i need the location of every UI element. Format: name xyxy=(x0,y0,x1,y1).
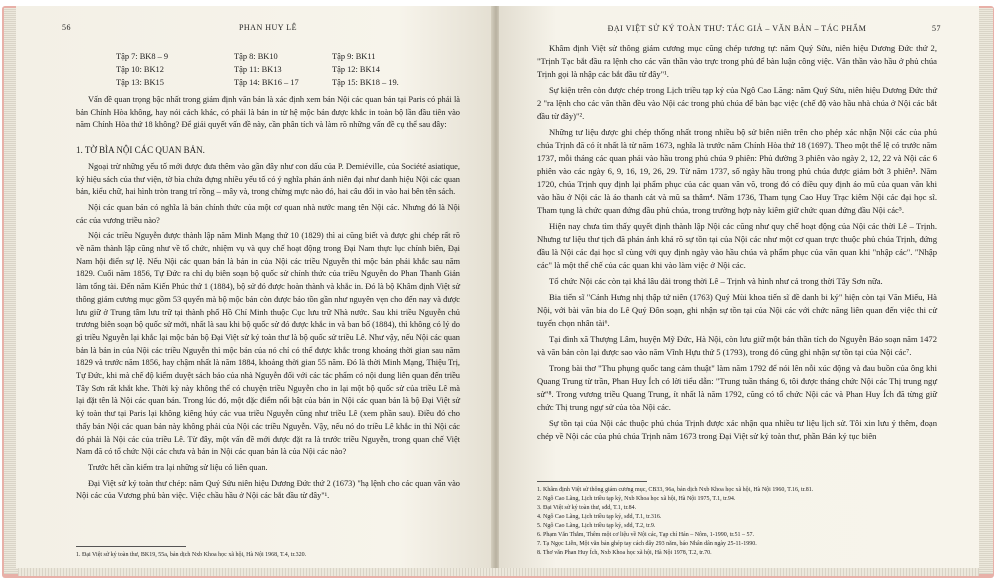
page-edges-bottom xyxy=(18,568,979,576)
page-number: 56 xyxy=(62,23,71,32)
body-paragraph: Đại Việt sử ký toàn thư chép: năm Quý Sửu niên hiệu Dương Đức thứ 2 (1673) "hạ lệnh cho các quan văn vào Nội các của Vương phủ bàn việc. Việc chầu hầu ở Nội các bắt đầu từ đây"¹. xyxy=(76,478,460,501)
volume-item: Tập 15: BK18 – 19. xyxy=(332,78,399,87)
body-paragraph: Nội các triều Nguyễn được thành lập năm Minh Mạng thứ 10 (1829) thì ai cũng biết và được ghi chép rất rõ về năm thành lập cũng như về tổ chức, nhiệm vụ và quy chế hoạt động trong Đại Nam thực lục chính biên, Đại Nam hội điển sự lệ. Nếu Nội các quan bản là bản in của Nội các triều Nguyễn thì mộc bản phải khắc sau năm 1829. Cuối năm 1856, Tự Đức ra chỉ dụ biên soạn bộ quốc sử chính thức của triều Nguyễn do Phan Thanh Giản làm tổng tài. Đến năm Kiến Phúc thứ 1 (1884), bộ sử đó được hoàn thành và khắc in. Đó là bộ Khâm định Việt sử thông giám cương mục gồm 53 quyển mà bộ mộc bản còn được bảo tồn gần như nguyên vẹn cho đến nay và được lưu giữ ở Trung tâm lưu trữ tại thành phố Hồ Chí Minh thuộc Cục lưu trữ Nhà nước. Sau khi triều Nguyễn chủ trương biên soạn bộ quốc sử mới, nhất là sau khi bộ quốc sử đó được khắc in và ban bố (1884), thì không có lý do gì triều Nguyễn lại khắc lại mộc bản bộ Đại Việt sử ký toàn thư là bộ quốc sử triều Lê. Như vậy, nếu Nội các quan bản là bản in của Nội các triều Nguyễn thì mộc bản của nó chỉ có thể được khắc trong khoảng thời gian sau năm 1829 và trước năm 1856, hay chậm nhất là năm 1884, khoảng thời gian 55 năm. Đó là thời Minh Mạng, Thiệu Trị, Tự Đức, khi mà chế độ kiểm duyệt sách báo của nhà Nguyễn đối với các tác phẩm có nội dung liên quan đến triều Tây Sơn rất khắt khe. Thời kỳ này không thể có chuyện triều Nguyễn cho in lại một bộ quốc sử của triều Lê mà lại đặt tên là Nội các quan bản. Trong lúc đó, một đặc điểm nổi bật của bản in Nội các quan bản là bộ Đại Việt sử ký toàn thư tại Paris lại không kiêng húy các vua triều Nguyễn cũng như triều Lê (xem phần sau). Điều đó cho thấy bản Nội các quan bản này không phải của Nội các triều Nguyễn. Vậy, nếu nó do triều Lê khắc in thì Nội các đó phải là Nội các của triều Lê. Từ đây, một vấn đề mới được đặt ra là trước triều Nguyễn, trong quan chế Việt Nam đã có tổ chức Nội các chưa và bản in Nội các quan bản là của Nội các nào? xyxy=(76,231,460,457)
footnote: 3. Đại Việt sử ký toàn thư, sđd, T.1, tr.84. xyxy=(537,505,637,511)
left-page-content xyxy=(62,22,460,503)
right-page-header xyxy=(537,22,941,42)
body-paragraph: Hiện nay chưa tìm thấy quyết định thành lập Nội các cũng như quy chế hoạt động của Nội các thời Lê – Trịnh. Nhưng tư liệu thư tịch đã phản ánh khá rõ sự tồn tại của Nội các như một cơ quan trực thuộc phủ chúa Trịnh, đứng đầu là Nội các đại học sĩ cùng với quy định ngày vào hầu chúa và phẩm phục của văn quan khi "nhập các". "Nhập các" là một thể chế của các quan khi vào làm việc ở Nội các. xyxy=(537,221,937,270)
running-header: PHAN HUY LÊ xyxy=(238,23,298,32)
right-footnotes xyxy=(537,481,937,558)
footnote: 1. Đại Việt sử ký toàn thư, BK19, 55a, bản dịch Nxb Khoa học xã hội, Hà Nội 1968, T.4, tr.320. xyxy=(76,552,307,558)
left-page-header xyxy=(62,22,460,42)
body-paragraph: Nội các quan bản có nghĩa là bản chính thức của một cơ quan nhà nước mang tên Nội các. Nhưng đó là Nội các của vương triều nào? xyxy=(76,202,460,225)
body-paragraph: Tại đình xã Thượng Lâm, huyện Mỹ Đức, Hà Nội, còn lưu giữ một bản thần tích do Nguyễn Bảo soạn năm 1472 và văn bản còn lại được sao vào năm Vĩnh Hựu thứ 5 (1793), trong đó cũng ghi nhận sự tồn tại của Nội các⁷. xyxy=(537,334,937,357)
left-page xyxy=(16,6,494,568)
volume-item: Tập 11: BK13 xyxy=(234,65,282,74)
body-paragraph: Vấn đề quan trọng bậc nhất trong giám định văn bản là xác định xem bản Nội các quan bản tại Paris có phải là bản Chính Hòa không, hay nói cách khác, có phải là bản in từ hệ mộc bản được khắc in toàn bộ lần đầu tiên vào năm Chính Hòa thứ 18 không? Để giải quyết vấn đề này, cần phân tích và làm rõ những vấn đề cụ thể sau đây: xyxy=(76,95,460,130)
volume-item: Tập 13: BK15 xyxy=(116,78,164,87)
footnote-rule xyxy=(76,546,186,547)
volume-item: Tập 7: BK8 – 9 xyxy=(116,52,169,61)
volume-item: Tập 10: BK12 xyxy=(116,65,164,74)
footnote: 7. Tạ Ngọc Liễn, Một văn bản ghép tay cách đây 293 năm, báo Nhân dân ngày 25-11-1990. xyxy=(537,541,757,547)
section-heading: 1. TỜ BÌA NỘI CÁC QUAN BẢN. xyxy=(76,145,205,156)
body-paragraph: Ngoại trừ những yếu tố mới được đưa thêm vào gần đây như con dấu của P. Demiéville, của Société asiatique, ký hiệu sách của thư viện, tờ bìa chứa đựng nhiều yếu tố có ý nghĩa phản ánh niên đại như danh hiệu Nội các quan bản, kiểu chữ, hai hình tròn trang trí rồng – mây và, trong chừng mực nào đó, hai câu đối in vào hai bên tên sách. xyxy=(76,161,460,197)
right-page xyxy=(499,6,979,568)
volume-item: Tập 12: BK14 xyxy=(332,65,380,74)
right-page-content xyxy=(537,22,941,443)
body-paragraph: Khâm định Việt sử thông giám cương mục cũng chép tương tự: năm Quý Sửu, niên hiệu Dương Đức thứ 2, "Trịnh Tạc bắt đầu ra lệnh cho các văn thần vào trực trong phủ để bàn luận công việc. Văn thần vào hầu ở phủ chúa Trịnh gọi là nhập các bắt đầu từ đây"¹. xyxy=(537,43,937,79)
footnote: 1. Khâm định Việt sử thông giám cương mục, CB33, 96a, bản dịch Nxb Khoa học xã hội, Hà Nội 1960, T.16, tr.81. xyxy=(537,487,814,493)
footnote-rule xyxy=(537,481,647,482)
body-paragraph: Những tư liệu được ghi chép thống nhất trong nhiều bộ sử biên niên trên cho phép xác nhận Nội các của phủ chúa Trịnh đã có ít nhất là từ năm 1673, nghĩa là trước năm Chính Hòa thứ 18 (1697). Theo một thể lệ có trước năm 1737, mỗi tháng các quan phải vào hầu trong phủ chúa 9 phiên: Phủ đường 3 phiên vào ngày 2, 12, 22 và Nội các 6 phiên vào các ngày 6, 9, 16, 19, 26, 29. Từ năm 1737, số ngày hầu trong phủ chúa được giảm bớt 3 phiên³. Năm 1720, chúa Trịnh quy định lại phẩm phục của các quan văn võ, trong đó có điều quy định áo mũ của quan văn khi vào hầu ở Nội các là áo thanh cát và mũ sa thâm⁴. Năm 1736, Tham tụng Cao Huy Trạc kiêm Nội các đại học sĩ. Tham tụng là chức quan đứng đầu phủ chúa, trong trường hợp này kiêm giữ chức quan đứng đầu Nội các⁵. xyxy=(537,127,937,215)
footnote: 2. Ngô Cao Lãng, Lịch triều tạp kỷ, Nxb Khoa học xã hội, Hà Nội 1975, T.1, tr.94. xyxy=(537,496,736,502)
left-footnotes xyxy=(76,546,460,560)
footnote: 4. Ngô Cao Lãng, Lịch triều tạp kỷ, sđd, T.1, tr.316. xyxy=(537,514,662,520)
page-edges-right xyxy=(979,8,993,574)
volume-item: Tập 14: BK16 – 17 xyxy=(234,78,299,87)
body-paragraph: Bia tiến sĩ "Cảnh Hưng nhị thập tứ niên (1763) Quý Mùi khoa tiến sĩ đề danh bi ký" hiện còn tại Văn Miếu, Hà Nội, với bài văn bia do Lê Quý Đôn soạn, ghi nhận sự tồn tại của Nội các với chức năng liên quan đến việc thi cử tuyển chọn nhân tài⁶. xyxy=(537,292,937,328)
body-paragraph: Trong bài thơ "Thu phụng quốc tang cảm thuật" làm năm 1792 để nói lên nỗi xúc động và đau buồn của ông khi Quang Trung từ trần, Phan Huy Ích có lời tiểu dẫn: "Trung tuần tháng 6, tôi được tháng chức Nội các Thị trung ngự sử"⁸. Trong vương triều Quang Trung, ít nhất là năm 1792, cũng có tổ chức Nội các và Phan Huy Ích đã từng giữ chức Thị trung ngự sử của tòa Nội các. xyxy=(537,363,937,412)
body-paragraph: Tổ chức Nội các còn tại khá lâu dài trong thời Lê – Trịnh và hình như cả trong thời Tây Sơn nữa. xyxy=(549,276,883,286)
volume-list xyxy=(116,50,460,89)
footnote: 8. Thơ văn Phan Huy Ích, Nxb Khoa học xã hội, Hà Nội 1978, T.2, tr.70. xyxy=(537,550,712,556)
volume-item: Tập 8: BK10 xyxy=(234,52,278,61)
body-paragraph: Sự kiện trên còn được chép trong Lịch triều tạp kỷ của Ngô Cao Lãng: năm Quý Sửu, niên hiệu Dương Đức thứ 2 "ra lệnh cho các văn thần đều vào Nội các trong phủ chúa để bàn bạc việc (chế độ vào hầu nhà chúa ở Nội các bắt đầu từ đây)"². xyxy=(537,85,937,121)
volume-item: Tập 9: BK11 xyxy=(332,52,376,61)
running-header: ĐẠI VIỆT SỬ KÝ TOÀN THƯ: TÁC GIẢ – VĂN BẢN – TÁC PHẨM xyxy=(607,24,867,33)
footnote: 6. Phạm Văn Thắm, Thêm một cơ liệu về Nội các, Tạp chí Hán – Nôm, 1-1990, tr.51 – 57. xyxy=(537,532,755,538)
footnote: 5. Ngô Cao Lãng, Lịch triều tạp kỷ, sđd, T.2, tr.9. xyxy=(537,523,656,529)
page-number: 57 xyxy=(932,24,941,33)
body-paragraph: Sự tồn tại của Nội các thuộc phủ chúa Trịnh được xác nhận qua nhiều tư liệu lịch sử. Tôi xin lưu ý thêm, đoạn chép về Nội các của phủ chúa Trịnh năm 1673 trong Đại Việt sử ký toàn thư, phần Bản kỷ tục biên xyxy=(537,418,937,441)
body-paragraph: Trước hết cần kiểm tra lại những sử liệu có liên quan. xyxy=(88,462,268,472)
